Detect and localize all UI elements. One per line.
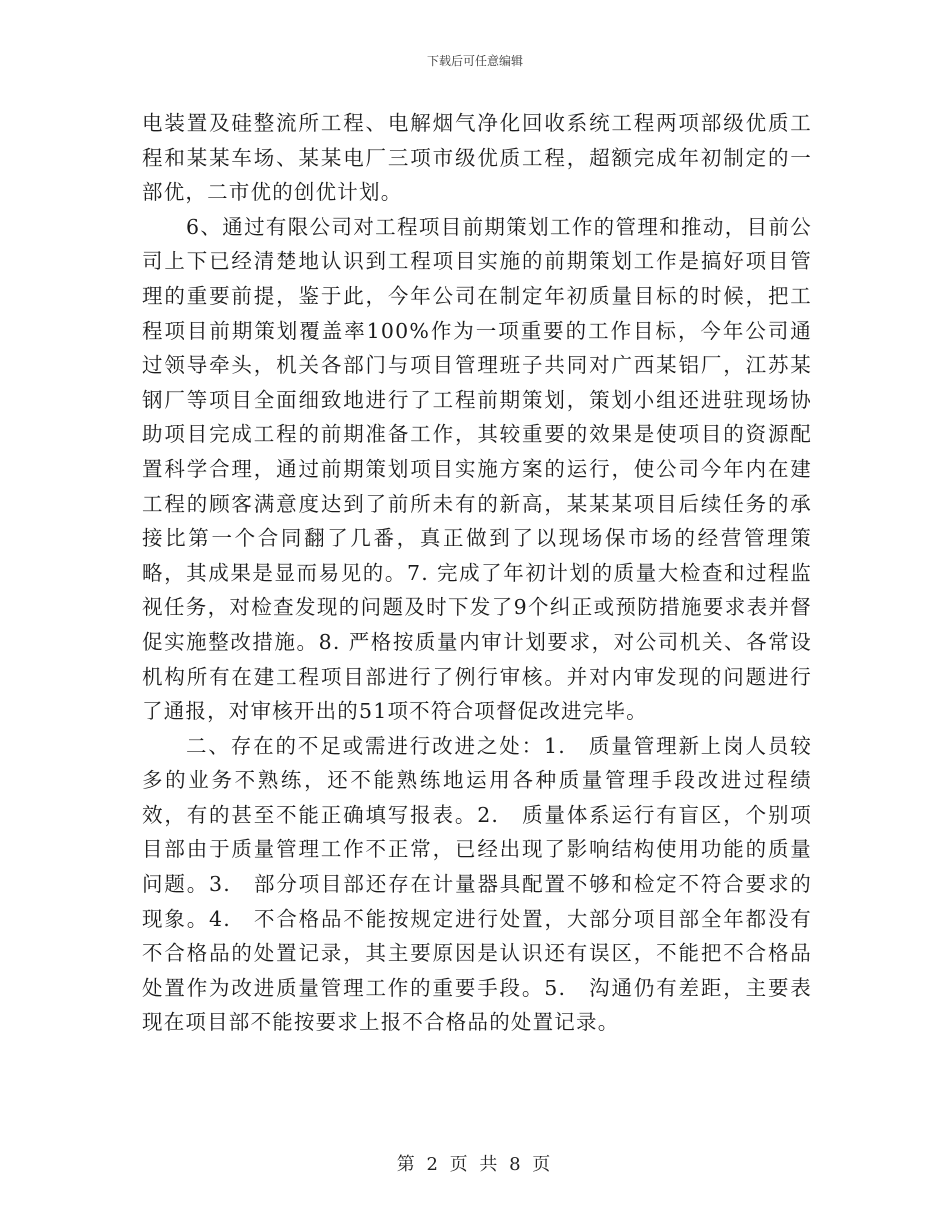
page-number-footer: 第 2 页 共 8 页 — [396, 1154, 554, 1175]
paragraph-section-2: 二、存在的不足或需进行改进之处：1. 质量管理新上岗人员较多的业务不熟练，还不能熟练地运用各种质量管理手段改进过程绩效，有的甚至不能正确填写报表。2. 质量体系运行有盲区，个别项目部由于质量管理工作不正常，已经出现了影响结构使用功能的质量问题。3. 部分项目部还存在计量器具配置不够和检定不符合要求的现象。4. 不合格品不能按规定进行处置，大部分项目部全年都没有不合格品的处置记录，其主要原因是认识还有误区，不能把不合格品处置作为改进质量管理工作的重要手段。5. 沟通仍有差距，主要表现在项目部不能按要求上报不合格品的处置记录。 — [142, 733, 812, 1035]
paragraph-item-6: 6、通过有限公司对工程项目前期策划工作的管理和推动，目前公司上下已经清楚地认识到工程项目实施的前期策划工作是搞好项目管理的重要前提，鉴于此，今年公司在制定年初质量目标的时候，把工程项目前期策划覆盖率100%作为一项重要的工作目标，今年公司通过领导牵头，机关各部门与项目管理班子共同对广西某铝厂，江苏某钢厂等项目全面细致地进行了工程前期策划，策划小组还进驻现场协助项目完成工程的前期准备工作，其较重要的效果是使项目的资源配置科学合理，通过前期策划项目实施方案的运行，使公司今年内在建工程的顾客满意度达到了前所未有的新高，某某某项目后续任务的承接比第一个合同翻了几番，真正做到了以现场保市场的经营管理策略，其成果是显而易见的。7. 完成了年初计划的质量大检查和过程监视任务，对检查发现的问题及时下发了9个纠正或预防措施要求表并督促实施整改措施。8. 严格按质量内审计划要求，对公司机关、各常设机构所有在建工程项目部进行了例行审核。并对内审发现的问题进行了通报，对审核开出的51项不符合项督促改进完毕。 — [142, 214, 812, 724]
page-header-note: 下载后可任意编辑 — [426, 54, 523, 68]
paragraph-continuation: 电装置及硅整流所工程、电解烟气净化回收系统工程两项部级优质工程和某某车场、某某电厂三项市级优质工程，超额完成年初制定的一部优，二市优的创优计划。 — [142, 111, 812, 205]
document-body — [142, 106, 812, 1040]
